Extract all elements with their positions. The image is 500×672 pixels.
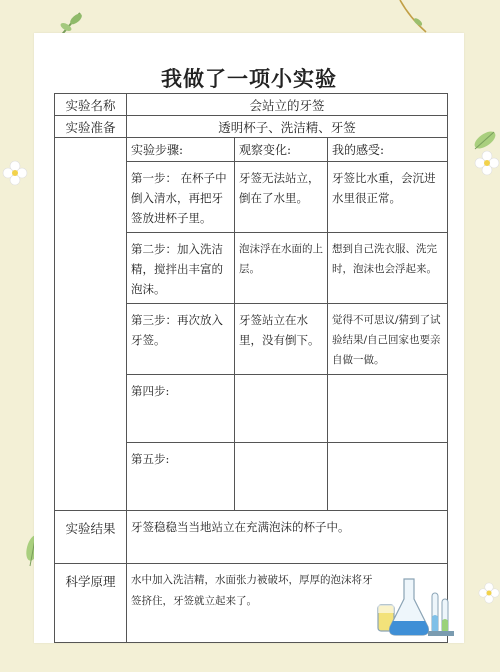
step-2-feeling: 想到自己洗衣服、洗完时，泡沫也会浮起来。 [328,233,448,304]
row-experiment-name [55,94,448,116]
step-1-feeling: 牙签比水重，会沉进水里很正常。 [328,162,448,233]
header-step: 实验步骤: [127,138,235,162]
step-2-observe: 泡沫浮在水面的上层。 [235,233,328,304]
leaf-branch-icon [390,0,430,35]
step-5-feeling [328,443,448,511]
steps-header-row [55,138,448,162]
experiment-table [54,93,448,643]
page-title: 我做了一项小实验 [161,66,337,91]
label-experiment-prep: 实验准备 [55,116,127,138]
flower-icon [2,160,28,186]
step-3-observe: 牙签站立在水里，没有倒下。 [235,304,328,375]
leaf-icon [470,125,500,155]
worksheet-paper [34,33,464,643]
value-experiment-prep: 透明杯子、洗洁精、牙签 [127,116,448,138]
flower-icon [478,582,500,604]
lab-flasks-icon [374,573,459,643]
header-observe: 观察变化: [235,138,328,162]
step-5-text: 第五步: [127,443,235,511]
step-2-text: 第二步：加入洗洁精，搅拌出丰富的泡沫。 [127,233,235,304]
label-experiment-name: 实验名称 [55,94,127,116]
header-feeling: 我的感受: [328,138,448,162]
step-1-text: 第一步： 在杯子中倒入清水，再把牙签放进杯子里。 [127,162,235,233]
step-4-feeling [328,375,448,443]
label-principle: 科学原理 [55,564,127,643]
row-experiment-prep [55,116,448,138]
step-5-observe [235,443,328,511]
value-result: 牙签稳稳当当地站立在充满泡沫的杯子中。 [127,511,448,564]
step-3-feeling: 觉得不可思议/猜到了试验结果/自己回家也要亲自做一做。 [328,304,448,375]
step-1-observe: 牙签无法站立，倒在了水里。 [235,162,328,233]
step-4-observe [235,375,328,443]
value-experiment-name: 会站立的牙签 [127,94,448,116]
value-principle: 水中加入洗洁精，水面张力被破坏，厚厚的泡沫将牙签挤住，牙签就立起来了。 [127,564,448,643]
row-result [55,511,448,564]
label-result: 实验结果 [55,511,127,564]
step-4-text: 第四步: [127,375,235,443]
steps-label-cell [55,138,127,511]
step-3-text: 第三步：再次放入牙签。 [127,304,235,375]
